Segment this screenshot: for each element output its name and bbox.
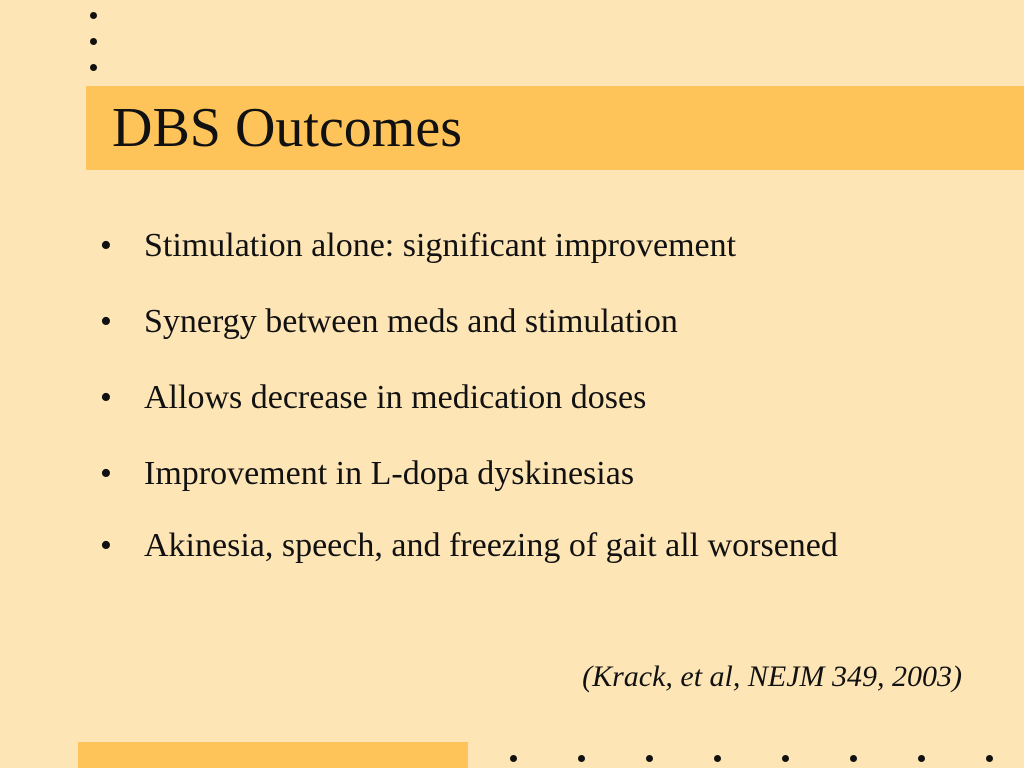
bullet-item: • Akinesia, speech, and freezing of gait all worsened — [100, 524, 838, 568]
dot-icon — [714, 755, 721, 762]
dot-icon — [578, 755, 585, 762]
slide-title: DBS Outcomes — [112, 97, 462, 159]
bottom-accent-bar — [78, 742, 468, 768]
decorative-dots-top — [90, 12, 98, 74]
dot-icon — [90, 12, 97, 19]
dot-icon — [510, 755, 517, 762]
dot-icon — [90, 38, 97, 45]
dot-icon — [90, 64, 97, 71]
dot-icon — [918, 755, 925, 762]
dot-icon — [646, 755, 653, 762]
dot-icon — [986, 755, 993, 762]
citation: (Krack, et al, NEJM 349, 2003) — [582, 660, 962, 693]
bullet-item: • Stimulation alone: significant improvement — [100, 224, 838, 268]
dot-icon — [782, 755, 789, 762]
bullet-item: • Improvement in L-dopa dyskinesias — [100, 452, 838, 496]
bullet-item: • Synergy between meds and stimulation — [100, 300, 838, 344]
bullet-list — [100, 224, 838, 600]
dot-icon — [850, 755, 857, 762]
bullet-item: • Allows decrease in medication doses — [100, 376, 838, 420]
